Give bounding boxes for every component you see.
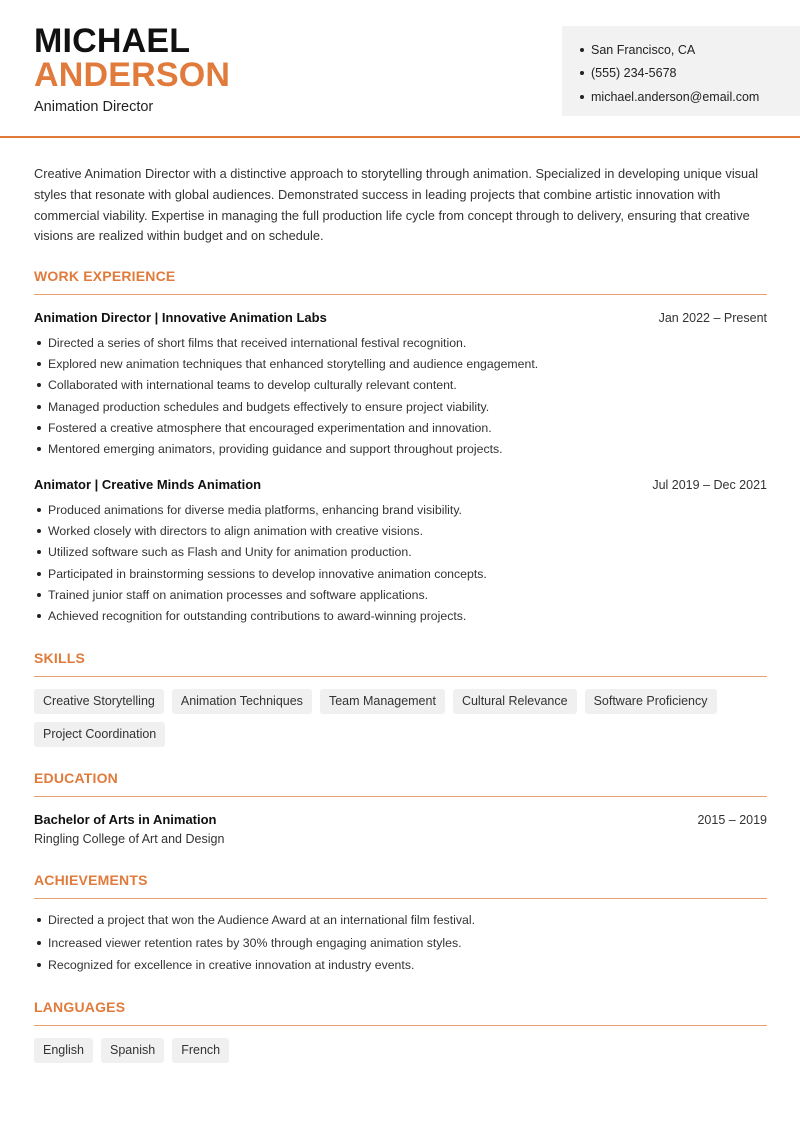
bullet-text: Fostered a creative atmosphere that encouraged experimentation and innovation. <box>48 420 492 435</box>
bullet-icon <box>37 362 41 366</box>
list-item <box>34 584 767 605</box>
job-header <box>34 477 767 492</box>
bullet-text: Increased viewer retention rates by 30% through engaging animation styles. <box>48 935 462 950</box>
list-item <box>34 375 767 396</box>
section-divider <box>34 796 767 797</box>
job-dates: Jul 2019 – Dec 2021 <box>652 478 767 492</box>
job-title: Animation Director <box>34 99 154 115</box>
list-item <box>34 520 767 541</box>
list-item <box>34 417 767 438</box>
section-title-skills: SKILLS <box>34 650 85 666</box>
job-dates: Jan 2022 – Present <box>658 311 767 325</box>
bullet-icon <box>37 383 41 387</box>
bullet-text: Achieved recognition for outstanding contributions to award-winning projects. <box>48 609 467 624</box>
skill-chip: Creative Storytelling <box>34 689 164 714</box>
bullet-icon <box>37 529 41 533</box>
language-chip: French <box>172 1038 229 1063</box>
bullet-icon <box>37 426 41 430</box>
bullet-text: Mentored emerging animators, providing guidance and support throughout projects. <box>48 442 503 457</box>
bullet-icon <box>580 71 584 75</box>
section-divider <box>34 676 767 677</box>
contact-location <box>580 38 800 62</box>
section-divider <box>34 294 767 295</box>
bullet-text: Collaborated with international teams to develop culturally relevant content. <box>48 378 457 393</box>
bullet-icon <box>580 95 584 99</box>
list-item <box>34 353 767 374</box>
degree: Bachelor of Arts in Animation <box>34 812 217 827</box>
skill-chip: Cultural Relevance <box>453 689 577 714</box>
bullet-text: Managed production schedules and budgets effectively to ensure project viability. <box>48 399 490 414</box>
list-item <box>34 499 767 520</box>
bullet-text: Produced animations for diverse media platforms, enhancing brand visibility. <box>48 502 462 517</box>
bullet-icon <box>37 593 41 597</box>
job-bullets <box>34 332 767 460</box>
contact-box <box>562 26 800 116</box>
skill-chip: Project Coordination <box>34 722 165 747</box>
skill-chip: Software Proficiency <box>585 689 717 714</box>
list-item <box>34 563 767 584</box>
list-item <box>34 438 767 459</box>
email-text[interactable]: michael.anderson@email.com <box>591 89 760 104</box>
bullet-text: Participated in brainstorming sessions to develop innovative animation concepts. <box>48 566 487 581</box>
list-item <box>34 909 767 932</box>
bullet-text: Worked closely with directors to align animation with creative visions. <box>48 523 423 538</box>
phone-text: (555) 234-5678 <box>591 66 677 81</box>
skill-chip: Animation Techniques <box>172 689 312 714</box>
contact-phone <box>580 62 800 86</box>
skill-chip: Team Management <box>320 689 445 714</box>
bullet-icon <box>580 48 584 52</box>
location-text: San Francisco, CA <box>591 42 696 57</box>
list-item <box>34 396 767 417</box>
profile-summary: Creative Animation Director with a distinctive approach to storytelling through animation. Specialized in developing unique visual styles that resonate with global audiences. Demonstrated success in leading projects that combine artistic innovation with commercial viability. Expertise in managing the full production life cycle from concept through to delivery, ensuring that creative visions are realized within budget and on schedule. <box>34 166 759 244</box>
section-title-education: EDUCATION <box>34 770 118 786</box>
bullet-text: Recognized for excellence in creative innovation at industry events. <box>48 958 415 973</box>
section-divider <box>34 1025 767 1026</box>
contact-email[interactable] <box>580 85 800 109</box>
list-item <box>34 332 767 353</box>
language-chip: English <box>34 1038 93 1063</box>
list-item <box>34 605 767 626</box>
bullet-icon <box>37 508 41 512</box>
job-header <box>34 310 767 325</box>
bullet-icon <box>37 614 41 618</box>
section-title-work: WORK EXPERIENCE <box>34 268 176 284</box>
bullet-icon <box>37 918 41 922</box>
bullet-icon <box>37 572 41 576</box>
bullet-text: Trained junior staff on animation processes and software applications. <box>48 587 429 602</box>
bullet-icon <box>37 550 41 554</box>
list-item <box>34 932 767 955</box>
bullet-icon <box>37 405 41 409</box>
bullet-icon <box>37 963 41 967</box>
education-header <box>34 812 767 827</box>
job-bullets <box>34 499 767 627</box>
first-name: MICHAEL <box>34 22 191 60</box>
bullet-icon <box>37 941 41 945</box>
bullet-text: Explored new animation techniques that enhanced storytelling and audience engagement. <box>48 356 539 371</box>
section-title-languages: LANGUAGES <box>34 999 126 1015</box>
skills-list <box>34 689 767 747</box>
bullet-text: Directed a project that won the Audience Award at an international film festival. <box>48 913 475 928</box>
languages-list <box>34 1038 767 1063</box>
job-role: Animator | Creative Minds Animation <box>34 477 262 492</box>
bullet-icon <box>37 447 41 451</box>
resume-header <box>0 0 800 138</box>
section-title-achievements: ACHIEVEMENTS <box>34 872 148 888</box>
achievement-bullets <box>34 909 767 977</box>
list-item <box>34 542 767 563</box>
bullet-icon <box>37 341 41 345</box>
language-chip: Spanish <box>101 1038 164 1063</box>
school-name: Ringling College of Art and Design <box>34 832 225 846</box>
bullet-text: Directed a series of short films that received international festival recognition. <box>48 335 467 350</box>
job-role: Animation Director | Innovative Animation Labs <box>34 310 327 325</box>
bullet-text: Utilized software such as Flash and Unity for animation production. <box>48 545 412 560</box>
last-name: ANDERSON <box>34 56 231 94</box>
education-dates: 2015 – 2019 <box>697 813 767 827</box>
section-divider <box>34 898 767 899</box>
list-item <box>34 954 767 977</box>
